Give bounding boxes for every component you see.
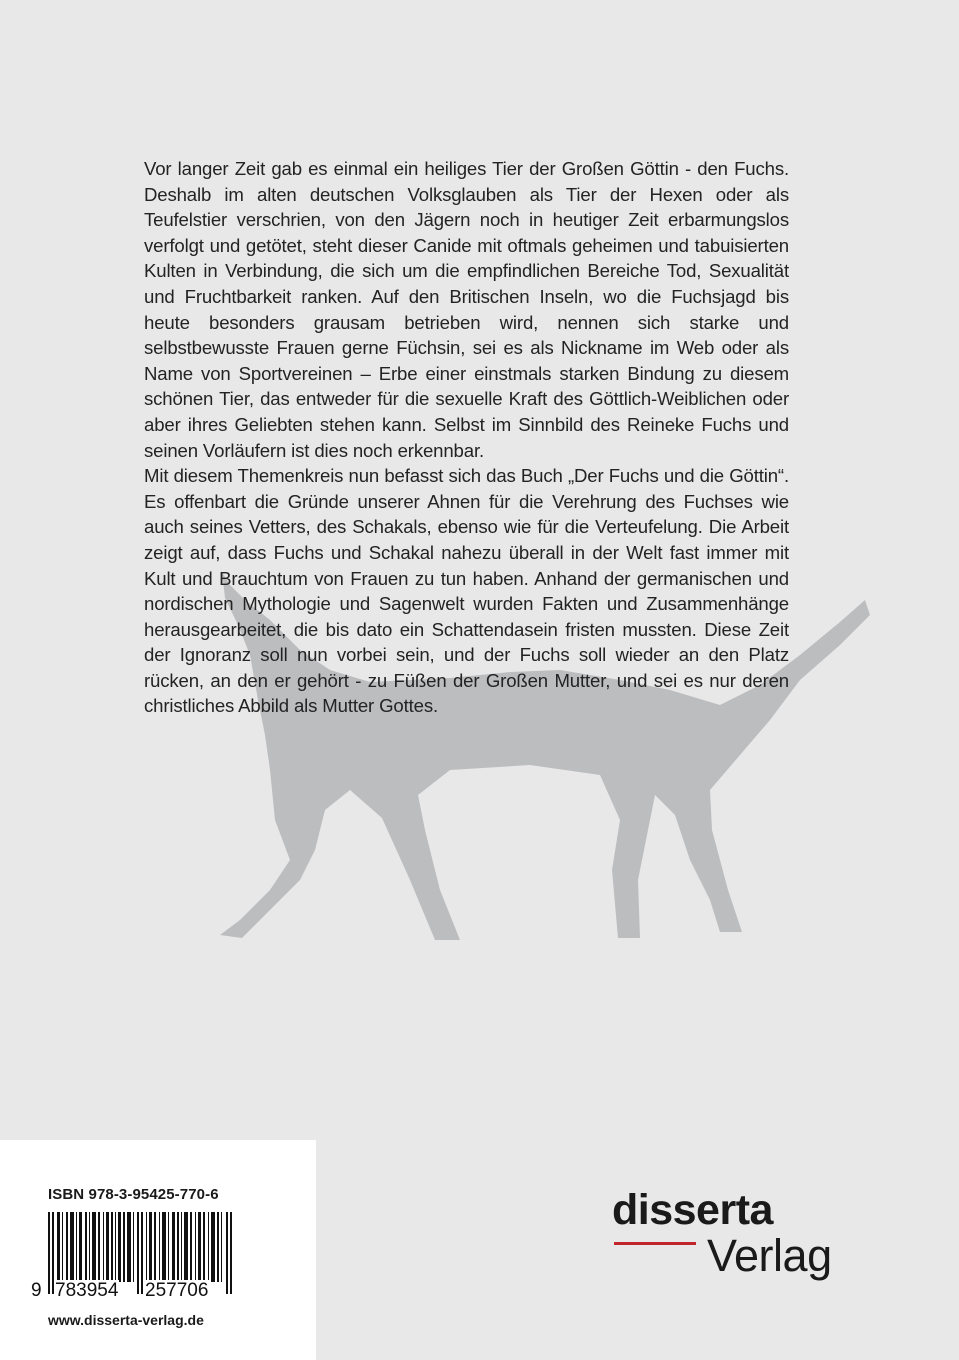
publisher-logo-verlag: Verlag bbox=[707, 1230, 832, 1281]
publisher-logo-accent-line bbox=[614, 1242, 696, 1245]
barcode-digits bbox=[30, 1280, 240, 1310]
publisher-logo-name: disserta bbox=[612, 1186, 773, 1234]
isbn-label: ISBN 978-3-95425-770-6 bbox=[48, 1186, 219, 1203]
back-cover-blurb bbox=[144, 156, 789, 719]
barcode-digit-group-2: 257706 bbox=[145, 1280, 209, 1301]
blurb-paragraph-1: Vor langer Zeit gab es einmal ein heiliges Tier der Großen Göttin - den Fuchs. Deshalb im alten deutschen Volksglauben als Tier der Hexen oder als Teufelstier verschrien, von den Jägern noch in heutiger Zeit erbarmungslos verfolgt und getötet, steht dieser Canide mit oftmals geheimen und tabuisierten Kulten in Verbindung, die sich um die empfindlichen Bereiche Tod, Sexualität und Fruchtbarkeit ranken. Auf den Britischen Inseln, wo die Fuchsjagd bis heute besonders grausam betrieben wird, nennen sich starke und selbstbewusste Frauen gerne Füchsin, sei es als Nickname im Web oder als Name von Sportvereinen – Erbe einer einstmals starken Bindung zu diesem schönen Tier, das entweder für die sexuelle Kraft des Göttlich-Weiblichen oder aber ihres Geliebten stehen kann. Selbst im Sinnbild des Reineke Fuchs und seinen Vorläufern ist dies noch erkennbar. bbox=[144, 158, 789, 461]
barcode-digit-first: 9 bbox=[31, 1280, 42, 1301]
blurb-paragraph-2: Mit diesem Themenkreis nun befasst sich das Buch „Der Fuchs und die Göttin“. Es offenbart die Gründe unserer Ahnen für die Verehrung des Fuchses wie auch seines Vetters, des Schakals, ebenso wie für die Verteufelung. Die Arbeit zeigt auf, dass Fuchs und Schakal nahezu überall in der Welt fast immer mit Kult und Brauchtum von Frauen zu tun haben. Anhand der germanischen und nordischen Mythologie und Sagenwelt wurden Fakten und Zusammenhänge herausgearbeitet, die bis dato ein Schattendasein fristen mussten. Diese Zeit der Ignoranz soll nun vorbei sein, und der Fuchs soll wieder an den Platz rücken, an den er gehört - zu Füßen der Großen Mutter, und sei es nur deren christliches Abbild als Mutter Gottes. bbox=[144, 465, 789, 717]
barcode-digit-group-1: 783954 bbox=[55, 1280, 119, 1301]
publisher-website: www.disserta-verlag.de bbox=[48, 1312, 204, 1328]
